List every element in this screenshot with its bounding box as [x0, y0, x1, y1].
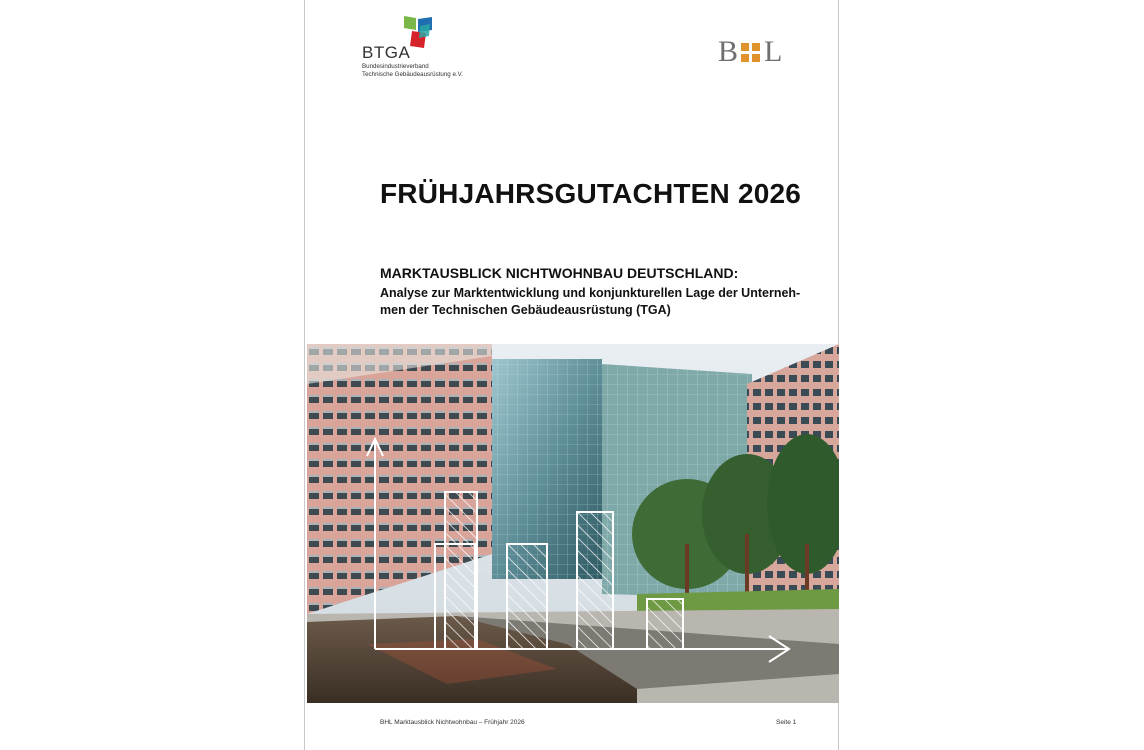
bhl-logo-square [741, 43, 749, 51]
description-line: men der Technischen Gebäudeausrüstung (TGA) [380, 302, 671, 317]
bhl-logo-square [752, 54, 760, 62]
btga-logo-subtitle-line: Bundesindustrieverband [362, 63, 429, 70]
footer-left: BHL Marktausblick Nichtwohnbau – Frühjahr 2026 [380, 719, 525, 726]
page-subtitle: MARKTAUSBLICK NICHTWOHNBAU DEUTSCHLAND: [380, 265, 739, 281]
btga-logo-subtitle [362, 63, 463, 78]
bhl-logo-b: B [718, 35, 739, 68]
bhl-logo [718, 36, 782, 68]
btga-logo-subtitle-line: Technische Gebäudeausrüstung e.V. [362, 70, 463, 78]
page-description [380, 285, 800, 318]
btga-logo-name: BTGA [362, 43, 411, 62]
bhl-logo-square [752, 43, 760, 51]
document-page [304, 0, 839, 750]
bhl-logo-squares [741, 43, 760, 62]
description-line: Analyse zur Marktentwicklung und konjunkturellen Lage der Unterneh- [380, 286, 801, 300]
page-title: FRÜHJAHRSGUTACHTEN 2026 [380, 178, 802, 209]
footer-page-number: Seite 1 [776, 719, 797, 726]
bhl-logo-square [741, 54, 749, 62]
bhl-logo-l: L [764, 35, 783, 68]
cover-photo [307, 344, 839, 703]
